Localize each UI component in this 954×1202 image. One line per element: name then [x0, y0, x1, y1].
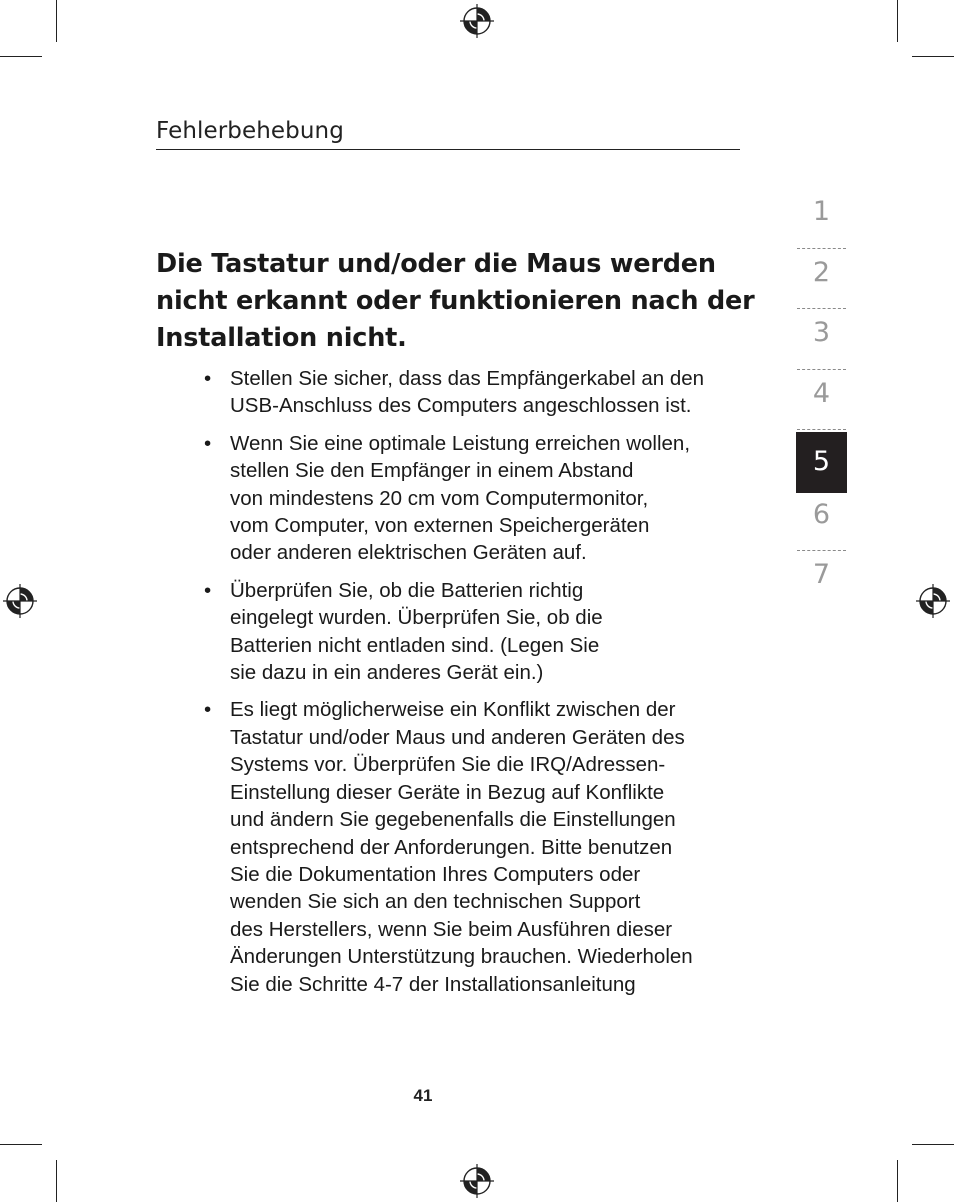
list-item	[200, 365, 745, 420]
chapter-separator	[797, 369, 846, 370]
heading-line: nicht erkannt oder funktionieren nach der	[156, 286, 755, 316]
troubleshooting-list	[200, 365, 745, 1008]
crop-mark-top-right-h	[912, 56, 954, 57]
chapter-number: 4	[812, 377, 831, 409]
registration-mark-bottom-icon	[460, 1164, 494, 1198]
crop-mark-top-right	[897, 0, 898, 42]
bullet-marker: •	[204, 367, 212, 390]
chapter-tab-1[interactable]	[796, 190, 847, 251]
section-title: Fehlerbehebung	[156, 118, 344, 144]
crop-mark-top-left	[56, 0, 57, 42]
page-heading	[156, 246, 756, 357]
list-item	[200, 696, 745, 997]
section-header	[156, 118, 740, 150]
crop-mark-bottom-left	[56, 1160, 57, 1202]
chapter-separator	[797, 308, 846, 309]
bullet-marker: •	[204, 578, 212, 602]
bullet-marker: •	[204, 698, 212, 722]
chapter-number: 6	[812, 498, 831, 530]
chapter-number: 3	[812, 317, 831, 348]
chapter-separator	[797, 550, 846, 551]
registration-mark-right-icon	[916, 584, 950, 618]
chapter-separator	[797, 429, 846, 430]
chapter-nav	[796, 190, 847, 614]
chapter-number: 2	[812, 256, 831, 288]
list-item-text: Stellen Sie sicher, dass das Empfängerkabel an den USB-Anschluss des Computers angeschlossen ist.	[230, 367, 705, 418]
bullet-marker: •	[204, 431, 212, 455]
list-item-text: Überprüfen Sie, ob die Batterien richtig eingelegt wurden. Überprüfen Sie, ob die Batterien nicht entladen sind. (Legen Sie sie dazu in ein anderes Gerät ein.)	[230, 578, 603, 685]
crop-mark-bottom-right-h	[912, 1144, 954, 1145]
page-number: 41	[413, 1086, 433, 1105]
chapter-tab-5-active[interactable]	[796, 432, 847, 493]
chapter-tab-6[interactable]	[796, 493, 847, 554]
chapter-separator	[797, 248, 846, 249]
list-item-text: Es liegt möglicherweise ein Konflikt zwischen der Tastatur und/oder Maus und anderen Geräten des Systems vor. Überprüfen Sie die IRQ/Adressen- Einstellung dieser Geräte in Bezug auf Konflikte und ändern Sie gegebenenfalls die Einstellungen entsprechend der Anforderungen. Bitte benutzen Sie die Dokumentation Ihres Computers oder wenden Sie sich an den technischen Support des Herstellers, wenn Sie beim Ausführen dieser Änderungen Unterstützung brauchen. Wiederholen Sie die Schritte 4-7 der Installationsanleitung	[230, 698, 693, 996]
registration-mark-top-icon	[460, 4, 494, 38]
chapter-tab-7[interactable]	[796, 553, 847, 614]
heading-line: Die Tastatur und/oder die Maus werden	[156, 249, 716, 279]
list-item	[200, 577, 745, 687]
heading-line: Installation nicht.	[156, 323, 407, 353]
chapter-tab-3[interactable]	[796, 311, 847, 372]
list-item	[200, 430, 745, 567]
chapter-tab-2[interactable]	[796, 251, 847, 312]
crop-mark-bottom-right	[897, 1160, 898, 1202]
crop-mark-top-left-h	[0, 56, 42, 57]
chapter-number: 7	[812, 559, 831, 590]
registration-mark-left-icon	[3, 584, 37, 618]
chapter-number: 1	[812, 196, 831, 227]
chapter-tab-4[interactable]	[796, 372, 847, 433]
chapter-number: 5	[812, 446, 831, 477]
list-item-text: Wenn Sie eine optimale Leistung erreichen wollen, stellen Sie den Empfänger in einem Abstand von mindestens 20 cm vom Computermonitor, vom Computer, von externen Speichergeräten oder anderen elektrischen Geräten auf.	[230, 431, 691, 565]
crop-mark-bottom-left-h	[0, 1144, 42, 1145]
